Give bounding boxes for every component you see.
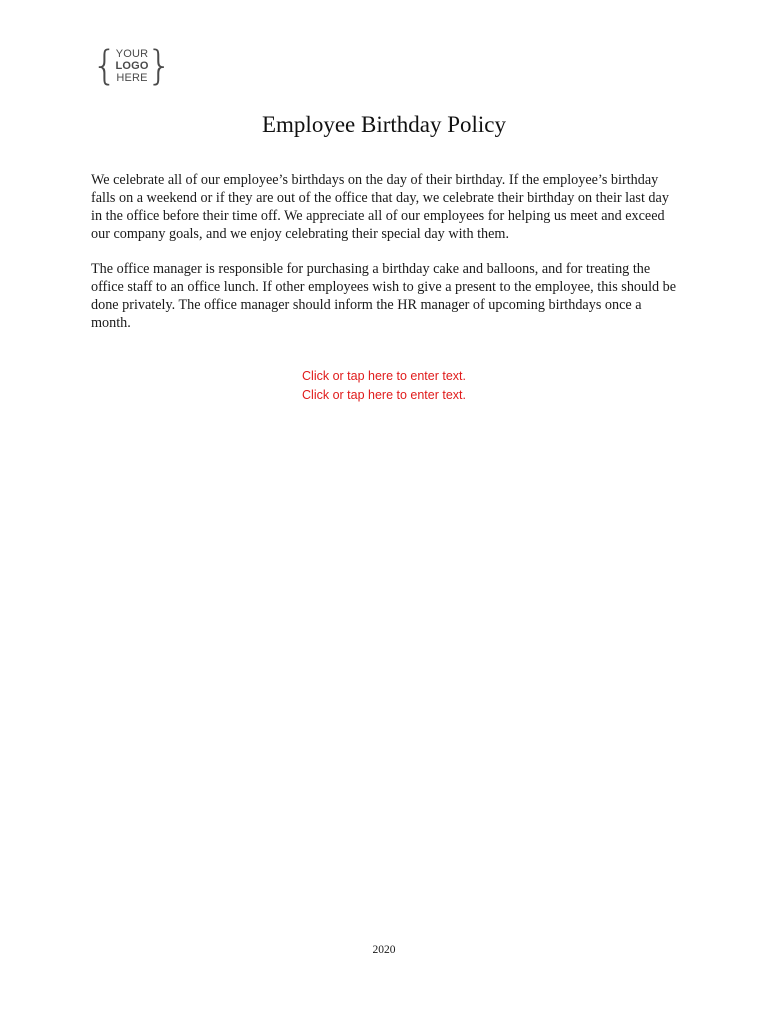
text-placeholder-field-2[interactable]: Click or tap here to enter text. bbox=[302, 388, 466, 402]
logo-line-1: YOUR bbox=[115, 48, 149, 60]
document-title: Employee Birthday Policy bbox=[261, 112, 506, 137]
policy-paragraph-2: The office manager is responsible for purchasing a birthday cake and balloons, and for treating the office staff to an office lunch. If other employees wish to give a present to the employee, this should be done privately. The office manager should inform the HR manager of upcoming birthdays once a month. bbox=[91, 261, 677, 331]
logo-line-2: LOGO bbox=[115, 60, 149, 72]
logo bbox=[92, 43, 173, 89]
logo-text bbox=[115, 48, 148, 84]
policy-paragraph-1: We celebrate all of our employee’s birthdays on the day of their birthday. If the employee’s birthday falls on a weekend or if they are out of the office that day, we celebrate their birthday on their last day in the office before their time off. We appreciate all of our employees for helping us meet and exceed our company goals, and we enjoy celebrating their special day with them. bbox=[91, 172, 669, 242]
logo-line-3: HERE bbox=[116, 72, 148, 84]
logo-brace-right-icon: } bbox=[146, 43, 173, 89]
logo-brace-left-icon: { bbox=[92, 43, 118, 89]
text-placeholder-field-1[interactable]: Click or tap here to enter text. bbox=[302, 369, 466, 383]
placeholder-group bbox=[0, 367, 768, 405]
footer-year: 2020 bbox=[372, 944, 396, 956]
